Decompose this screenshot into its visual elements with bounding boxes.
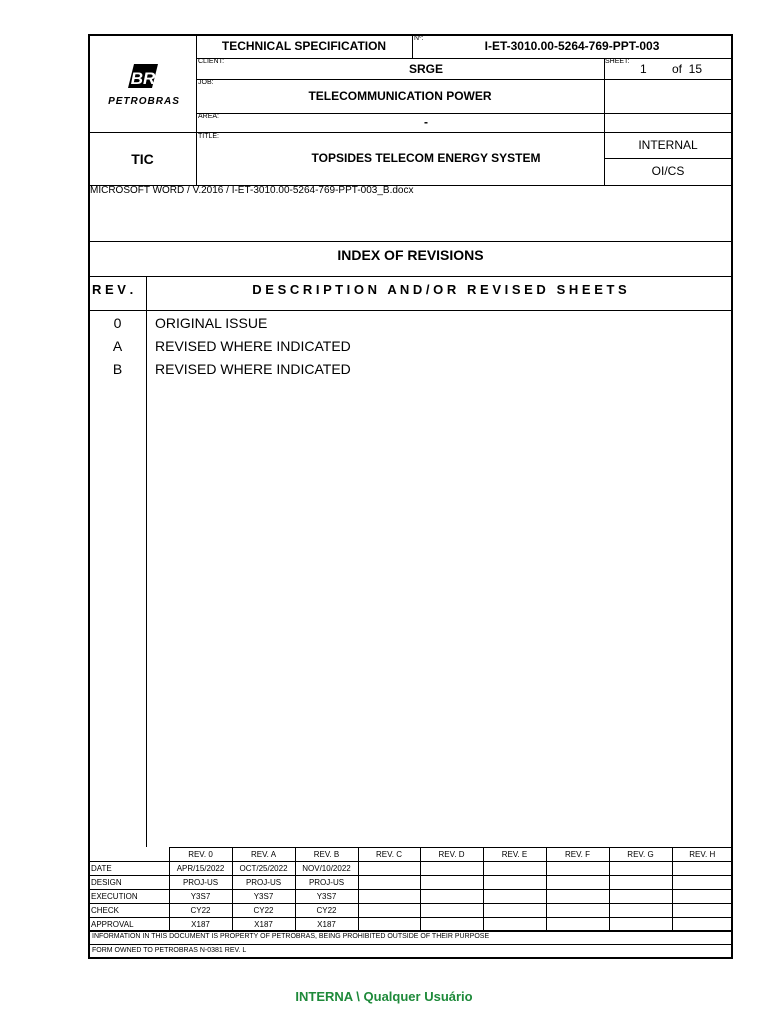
job-label: JOB:: [198, 79, 214, 86]
revision-row: [89, 361, 729, 383]
rev-column: REV. C: [358, 848, 420, 862]
table-cell: [358, 904, 420, 918]
revision-row: [89, 338, 729, 360]
table-cell: [483, 876, 546, 890]
table-cell: OCT/25/2022: [232, 862, 295, 876]
table-cell: Y3S7: [169, 890, 232, 904]
table-cell: Y3S7: [295, 890, 358, 904]
table-cell: [546, 904, 609, 918]
rev-column: REV. H: [672, 848, 732, 862]
revision-code: A: [112, 338, 123, 354]
client-label: CLIENT:: [198, 58, 225, 65]
table-cell: [546, 890, 609, 904]
table-cell: [672, 876, 732, 890]
row-label: DATE: [89, 862, 169, 876]
table-cell: [420, 876, 483, 890]
rev-column: REV. G: [609, 848, 672, 862]
table-cell: NOV/10/2022: [295, 862, 358, 876]
table-cell: [420, 862, 483, 876]
doc-number: I-ET-3010.00-5264-769-PPT-003: [484, 39, 660, 53]
area-value: -: [424, 115, 428, 129]
sheet-total: of 15: [672, 62, 703, 76]
table-cell: X187: [169, 918, 232, 932]
classification-code: OI/CS: [651, 164, 685, 178]
table-cell: [609, 862, 672, 876]
table-row: [89, 890, 732, 904]
row-label: EXECUTION: [89, 890, 169, 904]
table-cell: [483, 904, 546, 918]
table-cell: PROJ-US: [232, 876, 295, 890]
table-cell: [420, 904, 483, 918]
rev-column: REV. 0: [169, 848, 232, 862]
area-label: AREA:: [198, 113, 220, 120]
job-value: TELECOMMUNICATION POWER: [308, 89, 492, 103]
sheet-label: SHEET:: [605, 58, 630, 65]
br-logo-mark: [126, 62, 160, 90]
form-notice: FORM OWNED TO PETROBRAS N-0381 REV. L: [92, 947, 247, 954]
no-label: Nº:: [414, 35, 424, 42]
table-cell: [358, 862, 420, 876]
discipline: TIC: [131, 151, 154, 167]
rev-column: REV. F: [546, 848, 609, 862]
description-column-header: D E S C R I P T I O N A N D / O R R E V I S E D S H E E T S: [252, 282, 627, 297]
approval-header-row: [89, 848, 732, 862]
revision-code: 0: [113, 315, 122, 331]
table-cell: [609, 876, 672, 890]
table-cell: X187: [232, 918, 295, 932]
frame-bottom: [88, 957, 733, 959]
table-cell: [420, 890, 483, 904]
table-cell: [672, 890, 732, 904]
table-cell: CY22: [232, 904, 295, 918]
row-label: APPROVAL: [89, 918, 169, 932]
table-cell: [609, 890, 672, 904]
client-value: SRGE: [408, 62, 443, 76]
rev-column: REV. A: [232, 848, 295, 862]
row-label: CHECK: [89, 904, 169, 918]
table-row: [89, 904, 732, 918]
table-cell: [609, 904, 672, 918]
classification: INTERNAL: [638, 138, 698, 152]
rev-column: REV. B: [295, 848, 358, 862]
frame-left: [88, 34, 90, 959]
table-cell: [358, 876, 420, 890]
rev-column: REV. D: [420, 848, 483, 862]
table-cell: [358, 890, 420, 904]
table-cell: CY22: [295, 904, 358, 918]
table-cell: [546, 876, 609, 890]
table-cell: [483, 890, 546, 904]
table-cell: [672, 904, 732, 918]
index-title: INDEX OF REVISIONS: [337, 247, 484, 263]
table-cell: Y3S7: [232, 890, 295, 904]
sheet-current: 1: [640, 62, 647, 76]
revision-description: REVISED WHERE INDICATED: [155, 361, 351, 377]
revision-description: ORIGINAL ISSUE: [155, 315, 268, 331]
title-label: TITLE:: [198, 133, 220, 140]
rev-column: REV. E: [483, 848, 546, 862]
approval-table: [89, 847, 732, 932]
title-value: TOPSIDES TELECOM ENERGY SYSTEM: [311, 151, 541, 165]
file-info: MICROSOFT WORD / V.2016 / I-ET-3010.00-5264-769-PPT-003_B.docx: [90, 185, 414, 196]
table-row: [89, 862, 732, 876]
table-row: [89, 876, 732, 890]
revision-description: REVISED WHERE INDICATED: [155, 338, 351, 354]
rev-column-header: R E V .: [92, 282, 134, 297]
table-cell: [483, 862, 546, 876]
revision-row: [89, 315, 729, 337]
table-cell: CY22: [169, 904, 232, 918]
table-cell: [546, 862, 609, 876]
petrobras-logo: [100, 60, 188, 115]
frame-top: [88, 34, 733, 36]
row-label: DESIGN: [89, 876, 169, 890]
table-cell: APR/15/2022: [169, 862, 232, 876]
property-notice: INFORMATION IN THIS DOCUMENT IS PROPERTY OF PETROBRAS, BEING PROHIBITED OUTSIDE OF THEIR PURPOSE: [92, 933, 490, 940]
revision-code: B: [112, 361, 123, 377]
classification-banner: INTERNA \ Qualquer Usuário: [295, 989, 473, 1004]
table-cell: PROJ-US: [169, 876, 232, 890]
svg-text:BR: BR: [130, 69, 156, 88]
table-cell: X187: [295, 918, 358, 932]
table-cell: [672, 862, 732, 876]
table-cell: PROJ-US: [295, 876, 358, 890]
logo-text: PETROBRAS: [108, 96, 180, 107]
doc-type: TECHNICAL SPECIFICATION: [221, 39, 387, 53]
